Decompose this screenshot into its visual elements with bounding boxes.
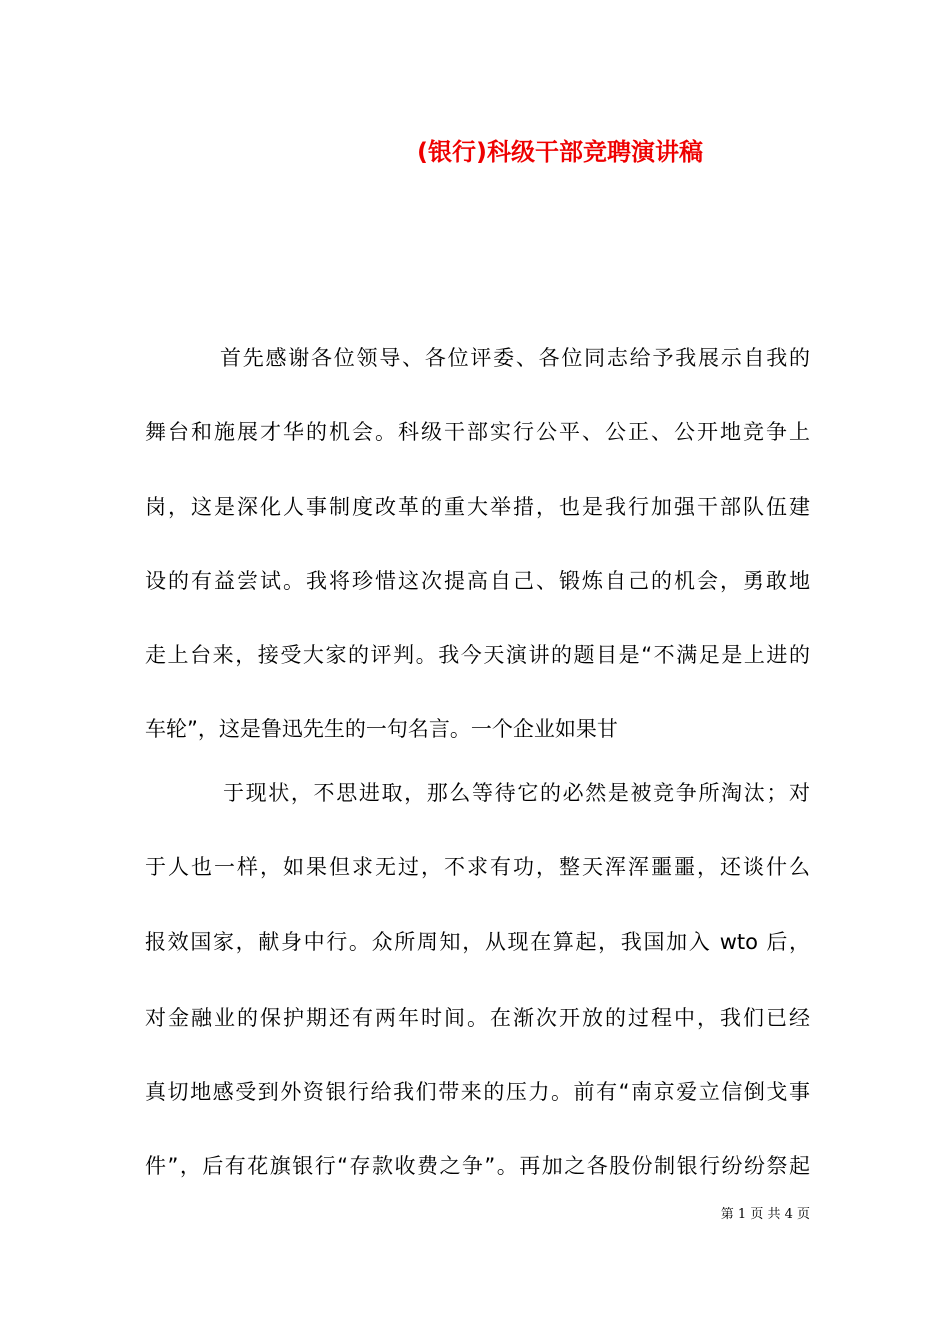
paragraph-line: 于现状，不思进取，那么等待它的必然是被竞争所淘汰；对	[223, 781, 810, 805]
paragraph-line: 设的有益尝试。我将珍惜这次提高自己、锻炼自己的机会，勇敢地	[145, 569, 810, 593]
paragraph-line: 真切地感受到外资银行给我们带来的压力。前有“南京爱立信倒戈事	[145, 1080, 810, 1104]
page-number-footer: 第 1 页 共 4 页	[720, 1207, 810, 1222]
paragraph-line: 首先感谢各位领导、各位评委、各位同志给予我展示自我的	[220, 346, 810, 370]
paragraph-line: 于人也一样，如果但求无过，不求有功，整天浑浑噩噩，还谈什么	[145, 855, 810, 879]
document-title: (银行)科级干部竞聘演讲稿	[417, 138, 703, 166]
paragraph-line: 报效国家，献身中行。众所周知，从现在算起，我国加入 wto 后，	[145, 930, 810, 954]
paragraph-line: 车轮”，这是鲁迅先生的一句名言。一个企业如果甘	[145, 717, 618, 741]
paragraph-line: 舞台和施展才华的机会。科级干部实行公平、公正、公开地竞争上	[145, 420, 810, 444]
paragraph-line: 件”，后有花旗银行“存款收费之争”。再加之各股份制银行纷纷祭起	[145, 1154, 810, 1178]
paragraph-line: 对金融业的保护期还有两年时间。在渐次开放的过程中，我们已经	[145, 1006, 810, 1030]
paragraph-line: 岗，这是深化人事制度改革的重大举措，也是我行加强干部队伍建	[145, 495, 810, 519]
paragraph-line: 走上台来，接受大家的评判。我今天演讲的题目是“不满足是上进的	[145, 643, 810, 667]
